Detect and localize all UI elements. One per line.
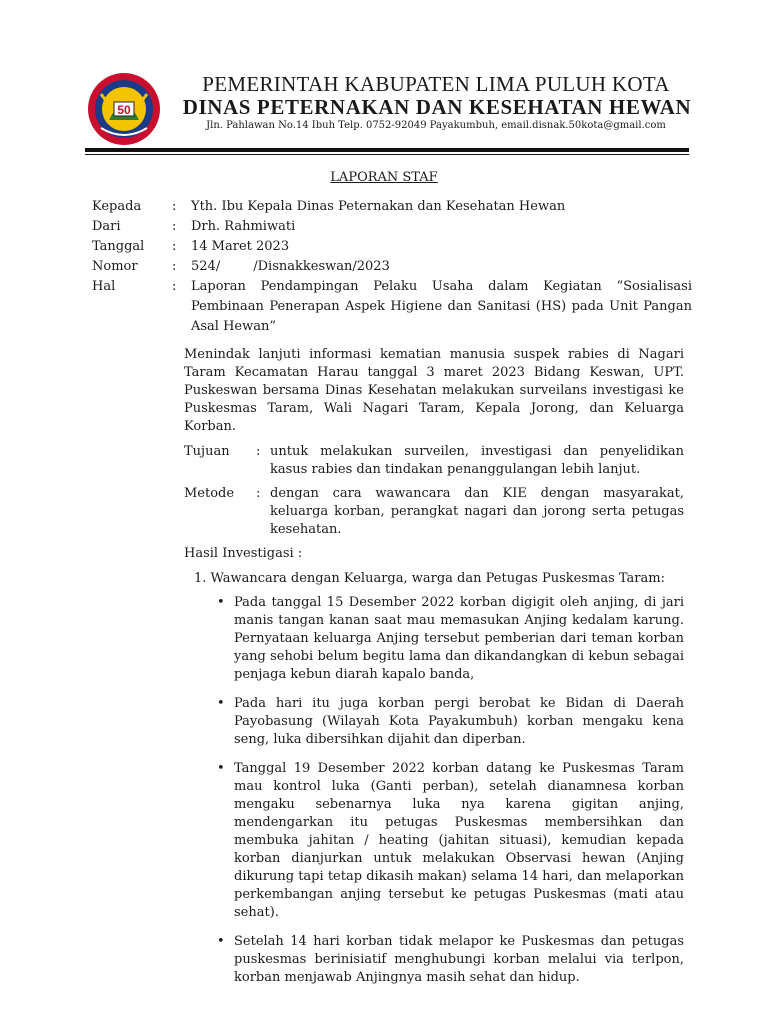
meta-value: Laporan Pendampingan Pelaku Usaha dalam Kegiatan “Sosialisasi Pembinaan Penerapan Aspek Higiene dan Sanitasi (HS) pada Unit Pangan Asal Hewan” [191,279,692,334]
tujuan-colon: : [256,444,261,459]
list-item [184,933,684,987]
meta-value: Yth. Ibu Kepala Dinas Peternakan dan Kesehatan Hewan [191,199,566,214]
metode-value: dengan cara wawancara dan KIE dengan masyarakat, keluarga korban, perangkat nagari dan jorong serta petugas kesehatan. [270,486,684,537]
tujuan-row [184,443,684,479]
meta-row-nomor [92,257,692,277]
meta-colon: : [172,259,177,274]
finding-text: Tanggal 19 Desember 2022 korban datang ke Puskesmas Taram mau kontrol luka (Ganti perban), setelah dianamnesa korban mengaku sebenarnya luka nya karena gigitan anjing, mendengarkan itu petugas Puskesmas membersihkan dan membuka jahitan / heating (jahitan situasi), kemudian kepada korban dianjurkan untuk melakukan Observasi hewan (Anjing dikurung tapi tetap dikasih makan) selama 14 hari, dan melaporkan perkembangan anjing tersebut ke petugas Puskesmas (mati atau sehat). [234,761,684,920]
meta-value: Drh. Rahmiwati [191,219,296,234]
meta-colon: : [172,219,177,234]
findings-list [184,594,684,987]
bullet-icon: • [217,761,225,776]
list-item [184,594,684,684]
meta-row-hal [92,277,692,337]
meta-row-dari [92,217,692,237]
address-block [92,197,692,337]
numbered-item-1: 1. Wawancara dengan Keluarga, warga dan Petugas Puskesmas Taram: [194,571,665,586]
letterhead-government: PEMERINTAH KABUPATEN LIMA PULUH KOTA [202,72,670,96]
meta-label: Dari [92,219,121,234]
meta-label: Hal [92,279,116,294]
letterhead-rule-thin [85,154,689,155]
meta-value: 14 Maret 2023 [191,239,290,254]
letterhead-rule-thick [85,148,689,152]
regency-emblem-logo [87,72,161,146]
meta-row-kepada [92,197,692,217]
meta-colon: : [172,239,177,254]
letterhead-address: Jln. Pahlawan No.14 Ibuh Telp. 0752-92049 Payakumbuh, email.disnak.50kota@gmail.com [206,120,666,131]
logo-number: 50 [117,103,131,117]
finding-text: Pada tanggal 15 Desember 2022 korban digigit oleh anjing, di jari manis tangan kanan saat mau memasukan Anjing kedalam karung. Pernyataan keluarga Anjing tersebut pemberian dari teman korban yang sehobi belum begitu lama dan dikandangkan di kebun sebagai penjaga kebun diarah kapalo banda, [234,595,684,682]
letterhead-agency: DINAS PETERNAKAN DAN KESEHATAN HEWAN [182,95,692,119]
meta-colon: : [172,199,177,214]
list-item [184,695,684,749]
meta-label: Nomor [92,259,138,274]
meta-colon: : [172,279,177,294]
metode-colon: : [256,486,261,501]
finding-text: Setelah 14 hari korban tidak melapor ke Puskesmas dan petugas puskesmas berinisiatif menghubungi korban melalui via terlpon, korban menjawab Anjingnya masih sehat dan hidup. [234,934,684,985]
hasil-heading: Hasil Investigasi : [184,546,303,561]
meta-label: Kepada [92,199,142,214]
meta-row-tanggal [92,237,692,257]
finding-text: Pada hari itu juga korban pergi berobat ke Bidan di Daerah Payobasung (Wilayah Kota Payakumbuh) korban mengaku kena seng, luka dibersihkan dijahit dan diperban. [234,696,684,747]
metode-row [184,485,684,539]
list-item [184,760,684,922]
document-title: LAPORAN STAF [330,170,438,185]
meta-value: 524/ /Disnakkeswan/2023 [191,259,390,274]
intro-paragraph: Menindak lanjuti informasi kematian manusia suspek rabies di Nagari Taram Kecamatan Harau tanggal 3 maret 2023 Bidang Keswan, UPT. Puskeswan bersama Dinas Kesehatan melakukan surveilans investigasi ke Puskesmas Taram, Wali Nagari Taram, Kepala Jorong, dan Keluarga Korban. [184,347,684,434]
tujuan-value: untuk melakukan surveilen, investigasi dan penyelidikan kasus rabies dan tindakan penanggulangan lebih lanjut. [270,444,684,477]
metode-label: Metode [184,486,235,501]
bullet-icon: • [217,696,225,711]
meta-label: Tanggal [92,239,145,254]
tujuan-label: Tujuan [184,444,230,459]
report-body [184,346,684,998]
bullet-icon: • [217,934,225,949]
bullet-icon: • [217,595,225,610]
